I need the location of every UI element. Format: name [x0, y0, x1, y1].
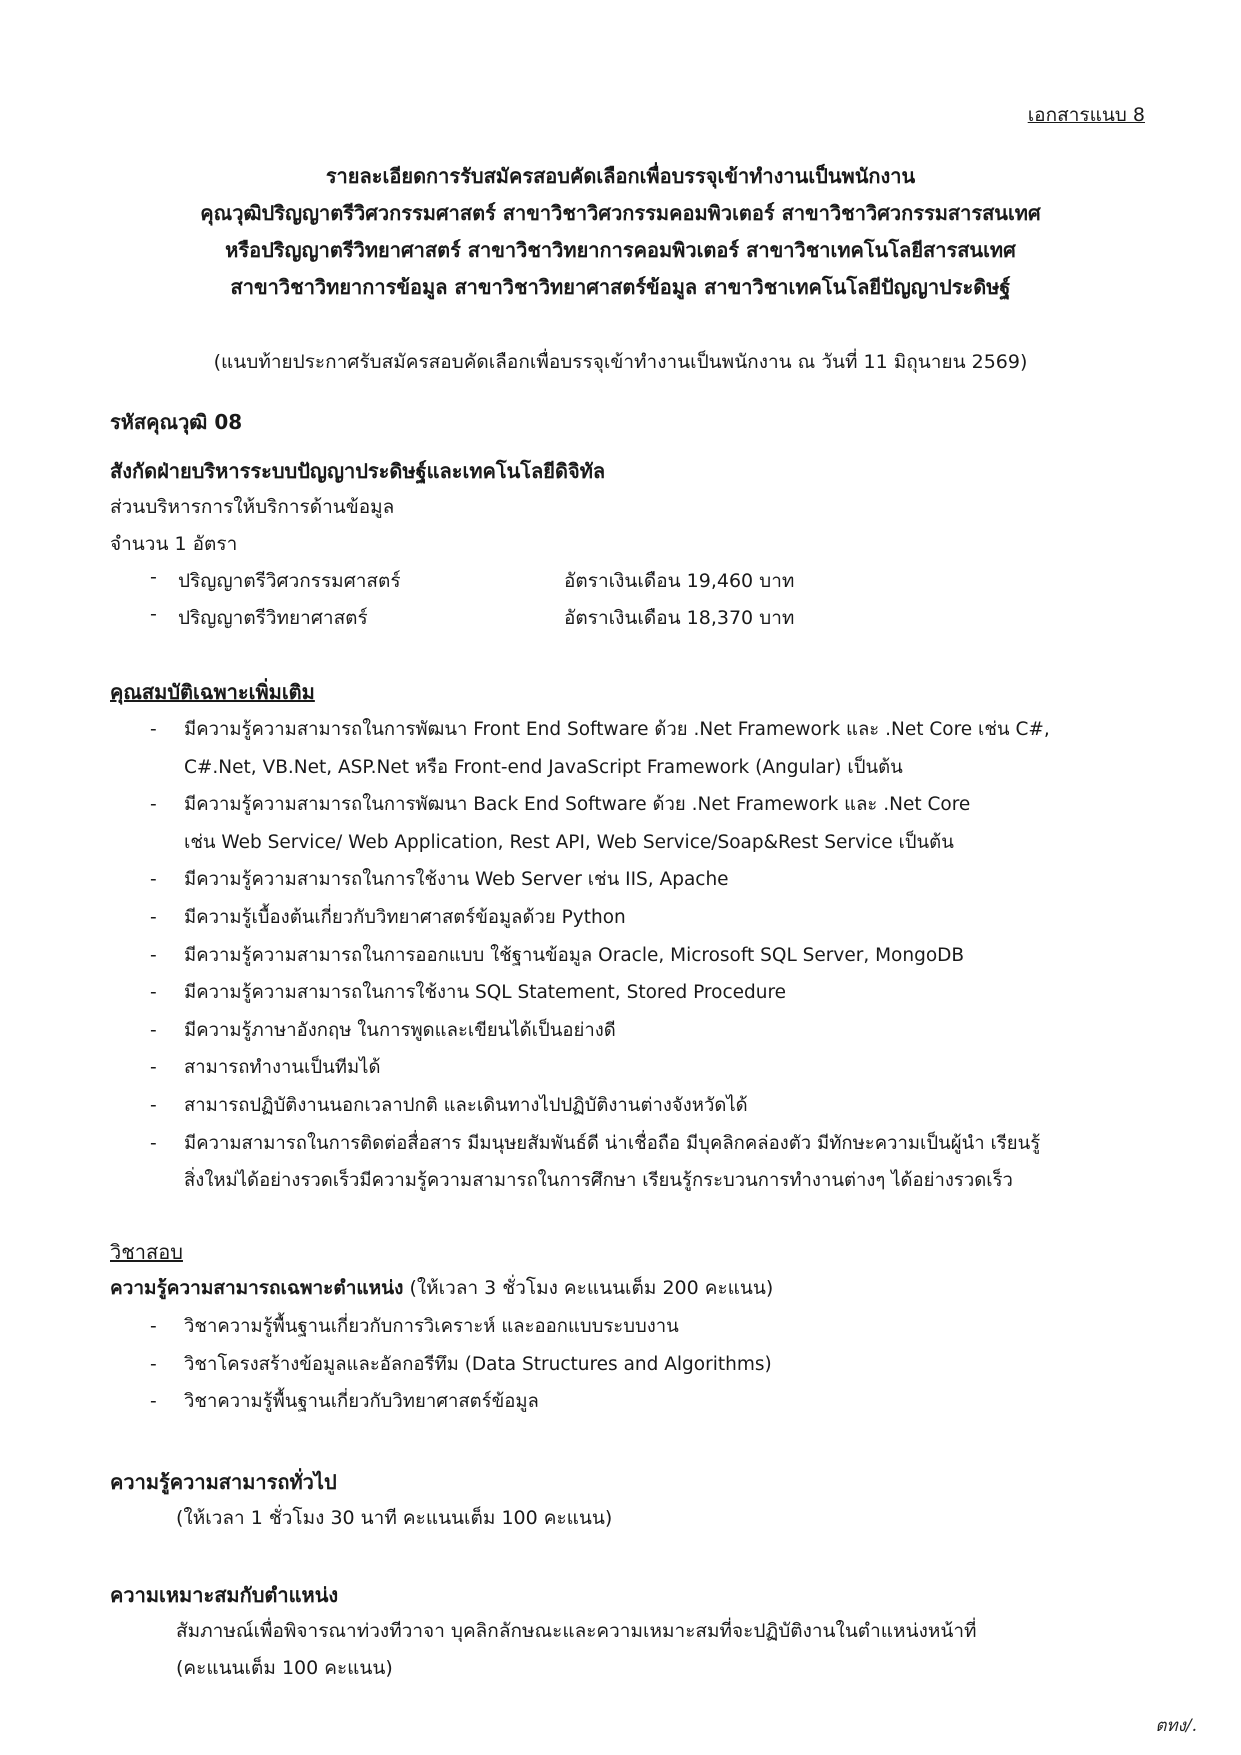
specific-knowledge-line — [110, 1273, 773, 1303]
list-item: - สามารถปฏิบัติงานนอกเวลาปกติ และเดินทางไปปฏิบัติงานต่างจังหวัดได้ — [150, 1087, 1050, 1125]
specific-knowledge-detail: (ให้เวลา 3 ชั่วโมง คะแนนเต็ม 200 คะแนน) — [403, 1277, 774, 1299]
list-item: - มีความรู้ความสามารถในการใช้งาน Web Server เช่น IIS, Apache — [150, 861, 1050, 899]
initials-signature: ตทง/. — [1155, 1716, 1197, 1736]
qualification-code: รหัสคุณวุฒิ 08 — [110, 410, 243, 434]
suitability-score: (คะแนนเต็ม 100 คะแนน) — [176, 1657, 393, 1679]
attachment-label: เอกสารแนบ 8 — [1027, 104, 1145, 126]
list-item: - มีความรู้ภาษาอังกฤษ ในการพูดและเขียนได้เป็นอย่างดี — [150, 1012, 1050, 1050]
list-item-continued: เช่น Web Service/ Web Application, Rest API, Web Service/Soap&Rest Service เป็นต้น — [184, 831, 954, 853]
general-knowledge-heading: ความรู้ความสามารถทั่วไป — [110, 1470, 337, 1494]
suitability-heading: ความเหมาะสมกับตำแหน่ง — [110, 1583, 339, 1607]
salary-value: อัตราเงินเดือน 18,370 บาท — [564, 607, 795, 629]
announcement-reference: (แนบท้ายประกาศรับสมัครสอบคัดเลือกเพื่อบรรจุเข้าทำงานเป็นพนักงาน ณ วันที่ 11 มิถุนายน 2569) — [213, 351, 1028, 373]
degree-label: ปริญญาตรีวิศวกรรมศาสตร์ — [178, 570, 401, 592]
list-item: - วิชาความรู้พื้นฐานเกี่ยวกับวิทยาศาสตร์ข้อมูล — [150, 1383, 772, 1421]
list-item: - มีความรู้ความสามารถในการพัฒนา Back End Software ด้วย .Net Framework และ .Net Core — [150, 786, 1050, 824]
list-item: - มีความสามารถในการติดต่อสื่อสาร มีมนุษยสัมพันธ์ดี น่าเชื่อถือ มีบุคลิกคล่องตัว มีทักษะความเป็นผู้นำ เรียนรู้ — [150, 1125, 1050, 1163]
suitability-detail: สัมภาษณ์เพื่อพิจารณาท่วงทีวาจา บุคลิกลักษณะและความเหมาะสมที่จะปฏิบัติงานในตำแหน่งหน้าที่ — [176, 1620, 977, 1642]
list-item-continued: C#.Net, VB.Net, ASP.Net หรือ Front-end JavaScript Framework (Angular) เป็นต้น — [184, 756, 903, 778]
exam-subjects-heading: วิชาสอบ — [110, 1240, 183, 1264]
general-knowledge-detail: (ให้เวลา 1 ชั่วโมง 30 นาที คะแนนเต็ม 100 คะแนน) — [176, 1507, 613, 1529]
section-name: ส่วนบริหารการให้บริการด้านข้อมูล — [110, 496, 395, 518]
list-item-continued: สิ่งใหม่ได้อย่างรวดเร็วมีความรู้ความสามารถในการศึกษา เรียนรู้กระบวนการทำงานต่างๆ ได้อย่างรวดเร็ว — [184, 1170, 1013, 1192]
list-item: - มีความรู้ความสามารถในการออกแบบ ใช้ฐานข้อมูล Oracle, Microsoft SQL Server, MongoDB — [150, 937, 1050, 975]
list-item: - สามารถทำงานเป็นทีมได้ — [150, 1049, 1050, 1087]
title-line-1: รายละเอียดการรับสมัครสอบคัดเลือกเพื่อบรรจุเข้าทำงานเป็นพนักงาน — [325, 164, 916, 188]
list-item: - มีความรู้เบื้องต้นเกี่ยวกับวิทยาศาสตร์ข้อมูลด้วย Python — [150, 899, 1050, 937]
list-item: - วิชาความรู้พื้นฐานเกี่ยวกับการวิเคราะห์ และออกแบบระบบงาน — [150, 1308, 772, 1346]
division-name: สังกัดฝ่ายบริหารระบบปัญญาประดิษฐ์และเทคโนโลยีดิจิทัล — [110, 459, 606, 483]
specific-knowledge-heading: ความรู้ความสามารถเฉพาะตำแหน่ง — [110, 1277, 404, 1299]
list-item: - มีความรู้ความสามารถในการพัฒนา Front End Software ด้วย .Net Framework และ .Net Core เช่น C#, — [150, 711, 1050, 749]
extra-qualifications-heading: คุณสมบัติเฉพาะเพิ่มเติม — [110, 680, 315, 704]
salary-value: อัตราเงินเดือน 19,460 บาท — [564, 570, 795, 592]
document-title — [0, 158, 1241, 306]
extra-qualifications-list — [150, 711, 1050, 1200]
list-item: - มีความรู้ความสามารถในการใช้งาน SQL Statement, Stored Procedure — [150, 974, 1050, 1012]
list-item: - วิชาโครงสร้างข้อมูลและอัลกอรีทึม (Data Structures and Algorithms) — [150, 1346, 772, 1384]
quota: จำนวน 1 อัตรา — [110, 533, 238, 555]
title-line-3: หรือปริญญาตรีวิทยาศาสตร์ สาขาวิชาวิทยาการคอมพิวเตอร์ สาขาวิชาเทคโนโลยีสารสนเทศ — [225, 238, 1016, 262]
document-page: เอกสารแนบ 8 รายละเอียดการรับสมัครสอบคัดเลือกเพื่อบรรจุเข้าทำงานเป็นพนักงาน คุณวุฒิปริญญาตรีวิศวกรรมศาสตร์ สาขาวิชาวิศวกรรมคอมพิวเตอร์ สาขาวิชาวิศวกรรมสารสนเทศ หรือปริญญาตรีวิทยาศาสตร์ สาขาวิชาวิทยาการคอมพิวเตอร์ สาขาวิชาเทคโนโลยีสารสนเทศ สาขาวิชาวิทยาการข้อมูล สาขาวิชาวิทยาศาสตร์ข้อมูล สาขาวิชาเทคโนโลยีปัญญาประดิษฐ์ (แนบท้ายประกาศรับสมัครสอบคัดเลือกเพื่อบรรจุเข้าทำงานเป็นพนักงาน ณ วันที่ 11 มิถุนายน 2569) รหัสคุณวุฒิ 08 สังกัดฝ่ายบริหารระบบปัญญาประดิษฐ์และเทคโนโลยีดิจิทัล ส่วนบริหารการให้บริการด้านข้อมูล จำนวน 1 อัตรา - ปริญญาตรีวิศวกรรมศาสตร์ อัตราเงินเดือน 19,460 บาท - ปริญญาตรีวิทยาศาสตร์ อัตราเงินเดือน 18,370 บาท คุณสมบัติเฉพาะเพิ่มเติม - มีความรู้ความสามารถในการพัฒนา Front End Software ด้วย .Net Framework และ .Net Core เช่น C#, C#.Net, VB.Net, ASP.Net หรือ Front-end JavaScript Framework (Angular) เป็นต้น - มีความรู้ความสามารถในการพัฒนา Back End Software ด้วย .Net Framework และ .Net Core เช่น Web Service/ Web Application, Rest API, Web Service/Soap&Rest Service เป็นต้น - มีความรู้ความสามารถในการใช้งาน Web Server เช่น IIS, Apache - มีความรู้เบื้องต้นเกี่ยวกับวิทยาศาสตร์ข้อมูลด้วย Python - มีความรู้ความสามารถในการออกแบบ ใช้ฐานข้อมูล Oracle, Microsoft SQL Server, MongoDB - มีความรู้ความสามารถในการใช้งาน SQL Statement, Stored Procedure - มีความรู้ภาษาอังกฤษ ในการพูดและเขียนได้เป็นอย่างดี - สามารถทำงานเป็นทีมได้ - สามารถปฏิบัติงานนอกเวลาปกติ และเดินทางไปปฏิบัติงานต่างจังหวัดได้ - มีความสามารถในการติดต่อสื่อสาร มีมนุษยสัมพันธ์ดี น่าเชื่อถือ มีบุคลิกคล่องตัว มีทักษะความเป็นผู้นำ เรียนรู้ สิ่งใหม่ได้อย่างรวดเร็วมีความรู้ความสามารถในการศึกษา เรียนรู้กระบวนการทำงานต่างๆ ได้อย่างรวดเร็ว วิชาสอบ ความรู้ความสามารถเฉพาะตำแหน่ง (ให้เวลา 3 ชั่วโมง คะแนนเต็ม 200 คะแนน) - วิชาความรู้พื้นฐานเกี่ยวกับการวิเคราะห์ และออกแบบระบบงาน - วิชาโครงสร้างข้อมูลและอัลกอรีทึม (Data Structures and Algorithms) - วิชาความรู้พื้นฐานเกี่ยวกับวิทยาศาสตร์ข้อมูล ความรู้ความสามารถทั่วไป (ให้เวลา 1 ชั่วโมง 30 นาที คะแนนเต็ม 100 คะแนน) ความเหมาะสมกับตำแหน่ง สัมภาษณ์เพื่อพิจารณาท่วงทีวาจา บุคลิกลักษณะและความเหมาะสมที่จะปฏิบัติงานในตำแหน่งหน้าที่ (คะแนนเต็ม 100 คะแนน) ตทง/. — [0, 0, 1241, 1755]
specific-subjects-list — [150, 1308, 772, 1421]
title-line-2: คุณวุฒิปริญญาตรีวิศวกรรมศาสตร์ สาขาวิชาวิศวกรรมคอมพิวเตอร์ สาขาวิชาวิศวกรรมสารสนเทศ — [200, 201, 1041, 225]
title-line-4: สาขาวิชาวิทยาการข้อมูล สาขาวิชาวิทยาศาสตร์ข้อมูล สาขาวิชาเทคโนโลยีปัญญาประดิษฐ์ — [230, 275, 1011, 299]
degree-label: ปริญญาตรีวิทยาศาสตร์ — [178, 607, 368, 629]
